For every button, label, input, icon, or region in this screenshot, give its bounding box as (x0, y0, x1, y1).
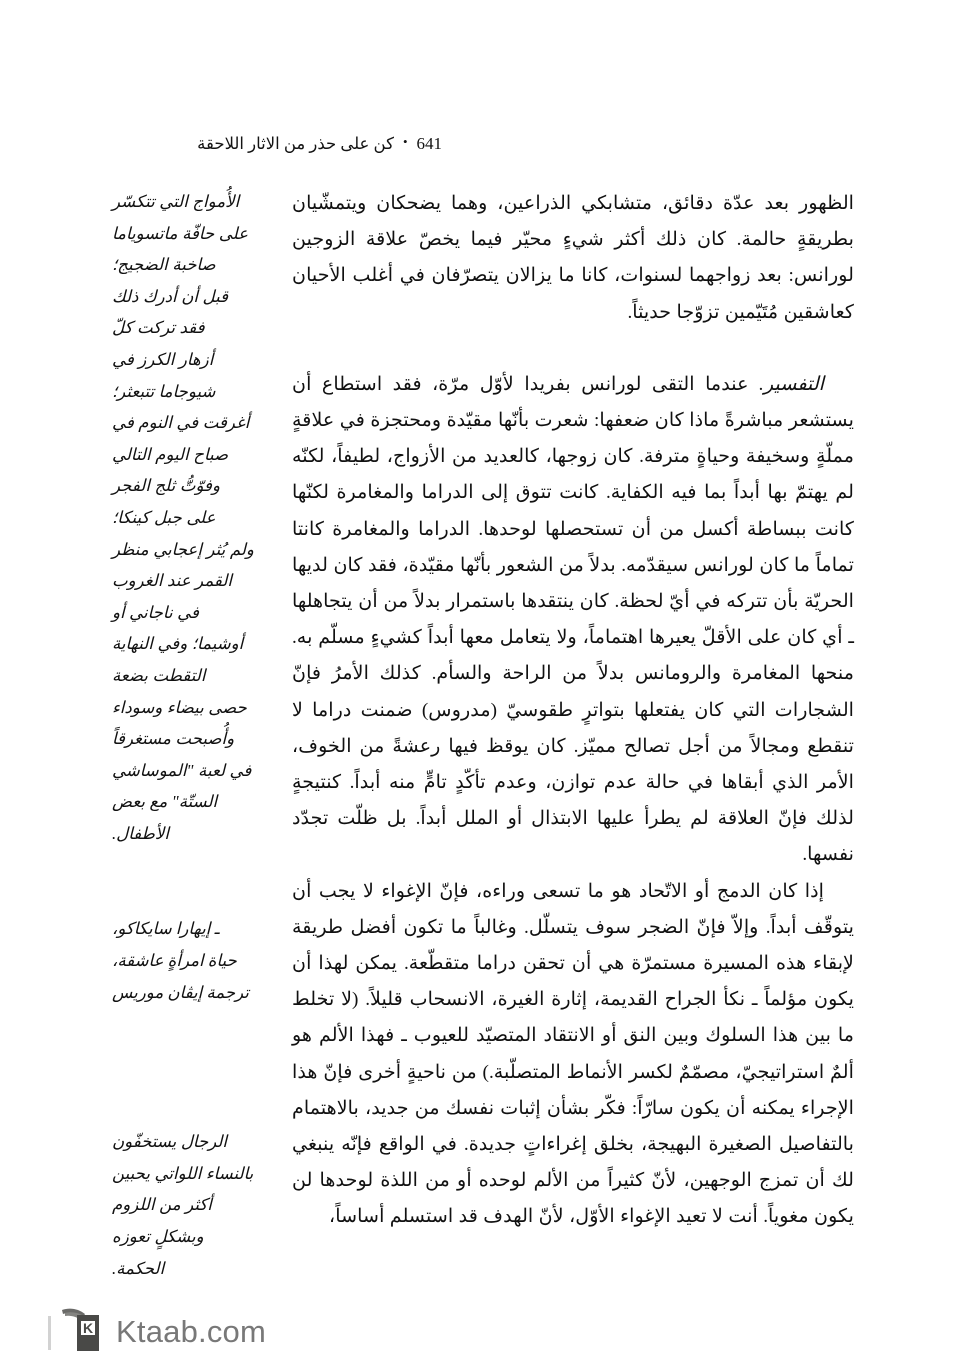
quote-line: وبشكلٍ تعوزه (112, 1227, 204, 1247)
quote-line: ولم يُثر إعجابي منظر (112, 539, 254, 559)
page-edge-sliver (48, 1316, 51, 1350)
quote-line: حصى بيضاء وسوداء (112, 697, 247, 717)
quote-line: الأُمواج التي تتكسّر (112, 192, 240, 211)
quote-line: شيوجاما تتبعثر؛ (112, 381, 216, 401)
attribution-line: ترجمة إيڤان موريس (112, 982, 249, 1002)
quote-line: التقطت بضعة (112, 665, 206, 685)
quote-line: أغرقت في النوم في (112, 413, 250, 433)
paragraph-merging-text: إذا كان الدمج أو الاتّحاد هو ما تسعى وراءه، فإنّ الإغواء لا يجب أن يتوقّف أبداً. وإلاّ فإنّ الضجر سوف يتسلّل. وغالباً ما تكون أفضل طريقة لإبقاء هذه المسيرة مستمرّة هي أن تحقن دراما متقطّعة. يمكن لهذا أن يكون مؤلماً ـ نكأ الجراح القديمة، إثارة الغيرة، الانسحاب قليلاً. (لا تخلط ما بين هذا السلوك وبين النق أو الانتقاد المتصيّد للعيوب ـ فهذا الألم هو ألمٌ استراتيجيّ، مصمّمٌ لكسر الأنماط المتصلّبة.) من ناحيةٍ أخرى فإنّ هذا الإجراء يمكنه أن يكون سارّاً: فكّر بشأن إثبات نفسك من جديد، بالاهتمام بالتفاصيل الصغيرة البهيجة، بخلق إغراءاتٍ جديدة. في الواقع فإنّه ينبغي لك أن تمزج الوجهين، لأنّ كثيراً من الألم لوحده أو من اللذة لوحدها لن يكون مغوياً. أنت لا تعيد الإغواء الأوّل، لأنّ الهدف قد استسلم أساساً، (292, 880, 854, 1228)
watermark-label: Ktaab.com (116, 1313, 266, 1349)
quote-line: الحكمة. (112, 1258, 165, 1278)
quote-line: قبل أن أدرك ذلك (112, 286, 229, 306)
running-header (112, 134, 442, 160)
quote-line: الستّة" مع بعض (112, 792, 218, 812)
page-body (112, 186, 854, 1278)
paragraph-continuation-text: الظهور بعد عدّة دقائق، متشابكي الذراعين، وهما يضحكان ويتمشّيان بطريقةٍ حالمة. كان ذلك أكثر شيءٍ محيّر فيما يخصّ علاقة الزوجين لورانس: بعد زواجهما لسنوات، كانا ما يزالان يتصرّفان في أغلب الأحيان كعاشقين مُتَيّمين تزوّجا حديثاً. (292, 193, 854, 323)
quote-line: بالنساء اللواتي يحبين (112, 1163, 254, 1183)
quote-line: أزهار الكرز في (112, 349, 214, 369)
quote-line: على حافّة ماتسوياما (112, 223, 249, 243)
quote-line: على جبل كينكا؛ (112, 507, 216, 527)
attribution-line: ـ إيهارا سايكاكو، (112, 919, 220, 939)
paragraph-merging (292, 874, 854, 1236)
paragraph-spacer (292, 331, 854, 367)
quote-line: وفوّتُّ ثلج الفجر (112, 476, 220, 496)
quote-line: وأُصبحت مستغرقاً (112, 729, 235, 749)
quote-line: أكثر من اللزوم (112, 1195, 212, 1215)
attribution-line: حياة امرأةٍ عاشقة، (112, 951, 237, 971)
quote-line: الأطفال. (112, 823, 169, 843)
quote-line: صاخبة الضجيج؛ (112, 255, 216, 275)
running-chapter-title: كن على حذر من الاثار اللاحقة (197, 134, 394, 153)
quote-line: فقد تركت كلّ (112, 318, 205, 338)
quote-line: الرجال يستخفّون (112, 1132, 228, 1152)
margin-quote-two (112, 1126, 264, 1284)
site-watermark (60, 1306, 266, 1356)
svg-text:K: K (82, 1320, 94, 1336)
quote-line: في ناجاني أو (112, 602, 199, 622)
interpretation-lead-label: التفسير. (759, 373, 824, 395)
paragraph-continuation (292, 186, 854, 331)
quote-line: في لعبة "الموساشي (112, 760, 252, 780)
paragraph-interpretation (292, 367, 854, 874)
margin-quote-one-attribution (112, 913, 264, 1008)
quote-line: صباح اليوم التالي (112, 444, 229, 464)
paragraph-interpretation-text: عندما التقى لورانس بفريدا لأوّل مرّة، فقد استطاع أن يستشعر مباشرةً ماذا كان ضعفها: شعرت بأنّها مقيّدة ومحتجزة في علاقةٍ مملّةٍ وسخيفة وحياةٍ مترفة. كان زوجها، كالعديد من الأزواج، لطيفاً، لكنّه لم يهتمّ بها أبداً بما فيه الكفاية. كانت تتوق إلى الدراما والمغامرة لكنّها كانت ببساطة أكسل من أن تستحصلها لوحدها. الدراما والمغامرة كانتا تماماً ما كان لورانس سيقدّمه. بدلاً من الشعور بأنّها مقيّدة، فقد كان لديها الحريّة بأن تتركه في أيّ لحظة. كان ينتقدها باستمرار بدلاً من أن يتجاهلها ـ أي كان على الأقلّ يعيرها اهتماماً، ولا يتعامل معها أبداً كشيءٍ مسلّم به. منحها المغامرة والرومانس بدلاً من الراحة والسأم. كذلك الأمرُ فإنّ الشجارات التي كان يفتعلها بتواترٍ طقوسيّ (مدروس) ضمنت دراما لا تنقطع ومجالاً من أجل تصالح مميّز. كان يوقظ فيها رعشةً من الخوف، الأمر الذي أبقاها في حالة عدم توازن، وعدم تأكّدٍ تامٍّ منه أبداً. كنتيجةٍ لذلك فإنّ العلاقة لم يطرأ عليها الابتذال أو الملل أبداً. بل ظلّت تجدّد نفسها. (292, 373, 854, 866)
header-separator-dot: • (402, 134, 408, 149)
quote-line: أوشيما؛ وفي النهاية (112, 634, 244, 654)
margin-spacer-between-quotes (112, 1008, 264, 1126)
page-folio-number: 641 (416, 134, 442, 153)
margin-quote-one (112, 186, 264, 849)
margin-notes-column (112, 186, 264, 1284)
main-text-column (292, 186, 854, 1236)
quote-line: القمر عند الغروب (112, 571, 232, 591)
ktaab-book-logo-icon (60, 1306, 104, 1356)
margin-spacer-before-attribution (112, 849, 264, 913)
